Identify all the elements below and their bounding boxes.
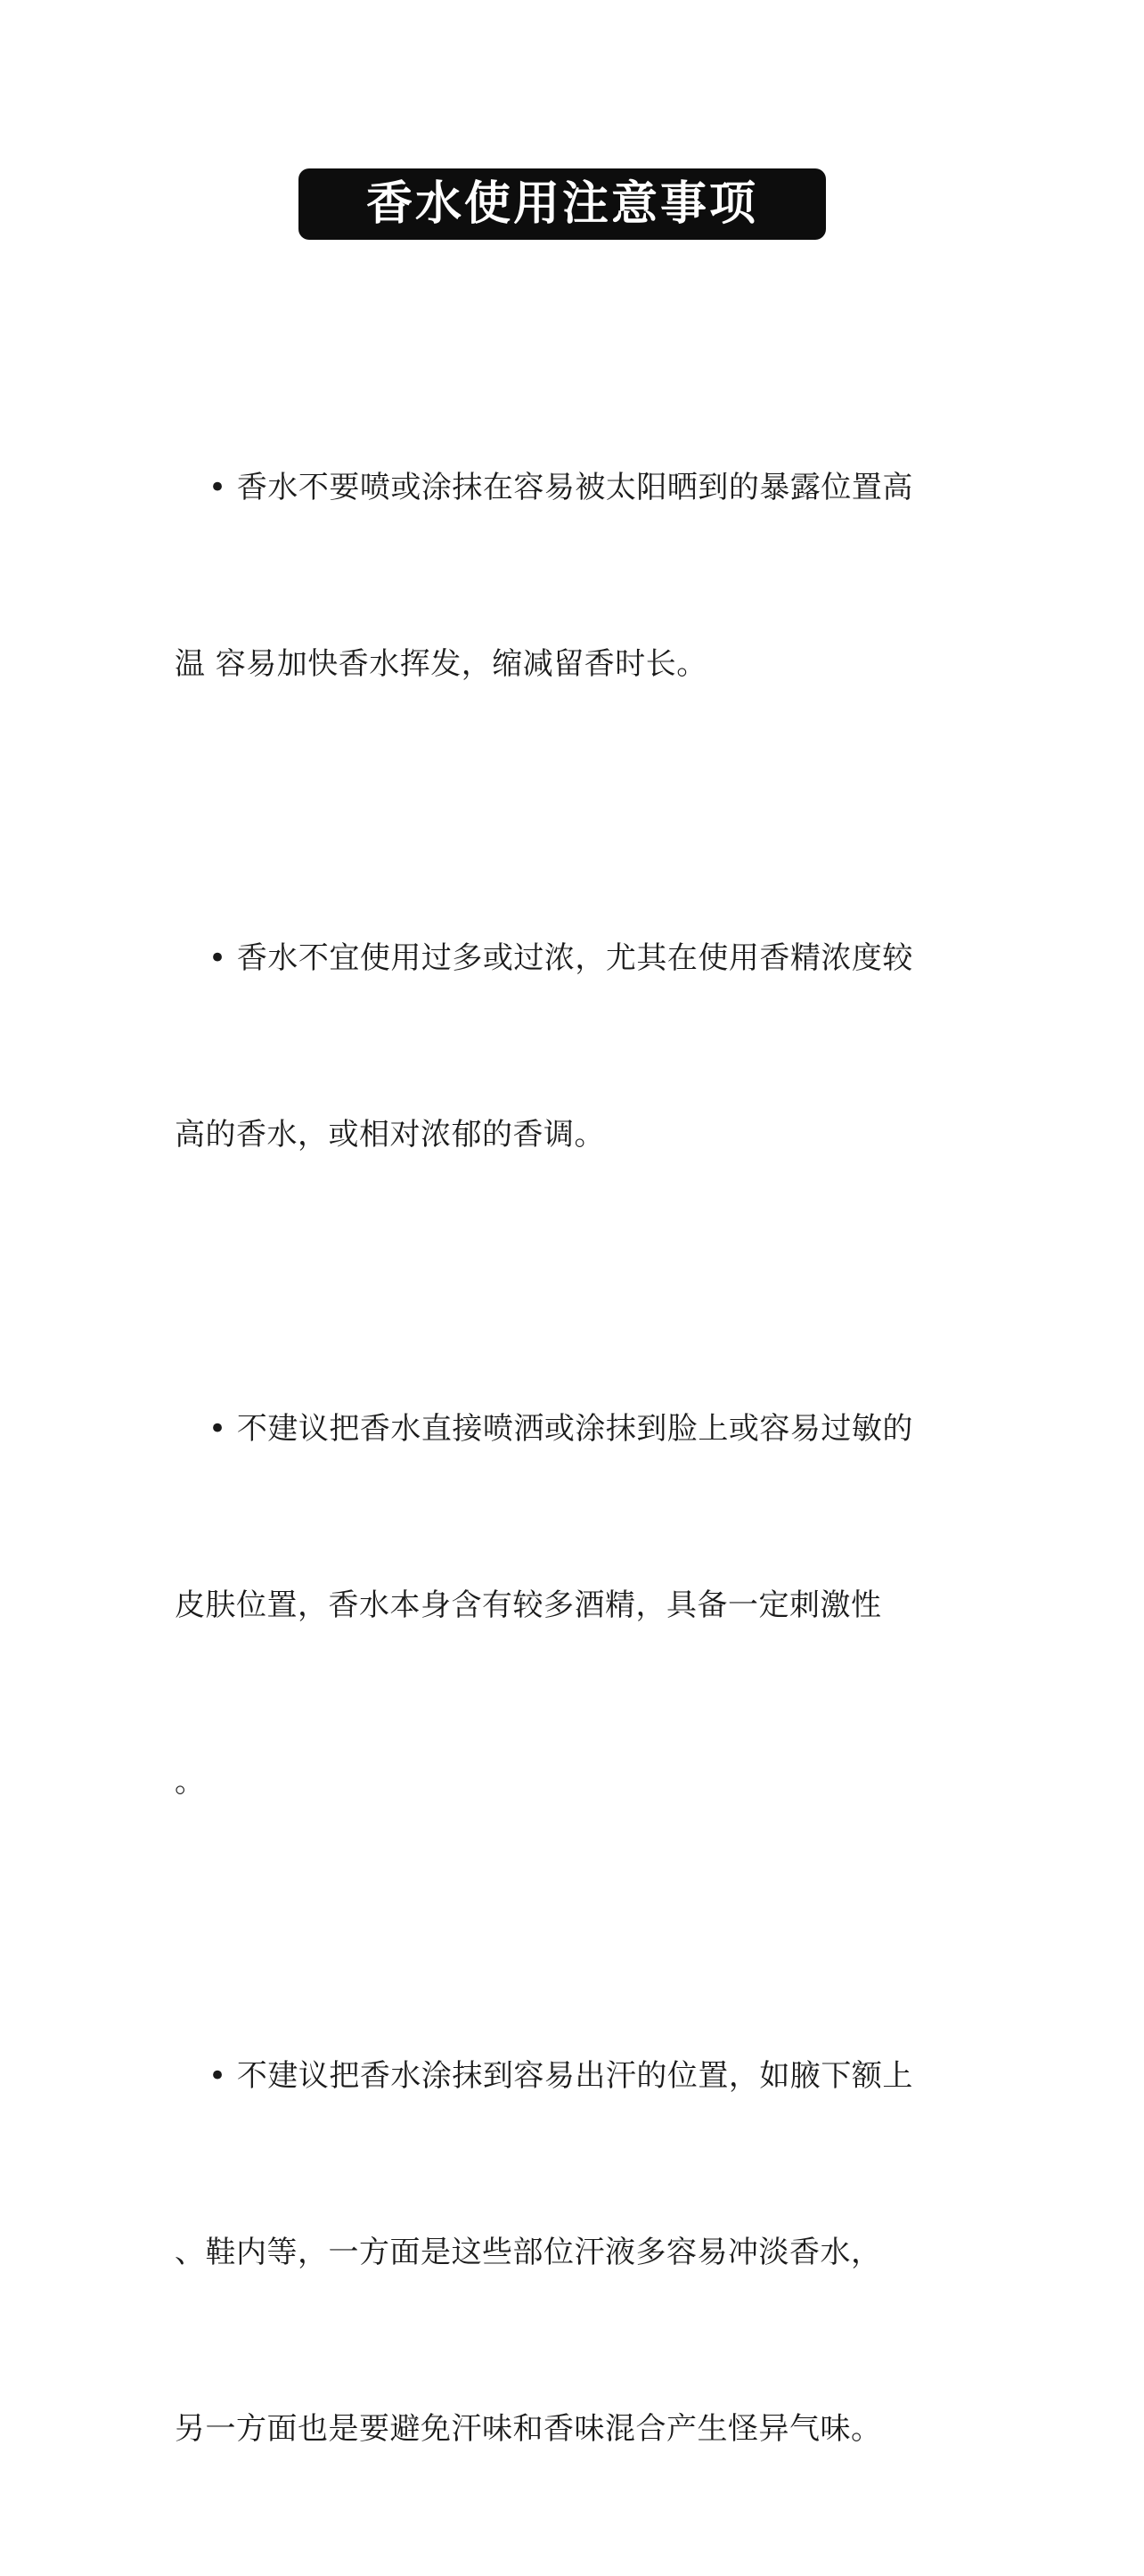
title-banner xyxy=(298,168,826,240)
note-line: 高的香水，或相对浓郁的香调。 xyxy=(175,1117,605,1153)
note-line: 温 容易加快香水挥发，缩减留香时长。 xyxy=(175,646,707,682)
page-title: 香水使用注意事项 xyxy=(365,177,758,231)
note-line: 、鞋内等，一方面是这些部位汗液多容易冲淡香水， xyxy=(175,2235,882,2270)
note-line: 。 xyxy=(175,1764,206,1800)
note-line: • 香水不宜使用过多或过浓，尤其在使用香精浓度较 xyxy=(208,940,913,976)
note-item xyxy=(175,1929,976,2576)
note-line: 皮肤位置，香水本身含有较多酒精，具备一定刺激性 xyxy=(175,1587,882,1623)
note-line: 另一方面也是要避免汗味和香味混合产生怪异气味。 xyxy=(175,2411,882,2447)
note-line: • 不建议把香水涂抹到容易出汗的位置，如腋下额上 xyxy=(208,2058,913,2094)
note-item xyxy=(175,1282,976,1929)
note-item xyxy=(175,811,976,1282)
note-item xyxy=(175,340,976,811)
note-line: • 不建议把香水直接喷洒或涂抹到脸上或容易过敏的 xyxy=(208,1411,913,1447)
note-line: • 香水不要喷或涂抹在容易被太阳晒到的暴露位置高 xyxy=(208,470,913,505)
notes-list xyxy=(175,340,976,2576)
